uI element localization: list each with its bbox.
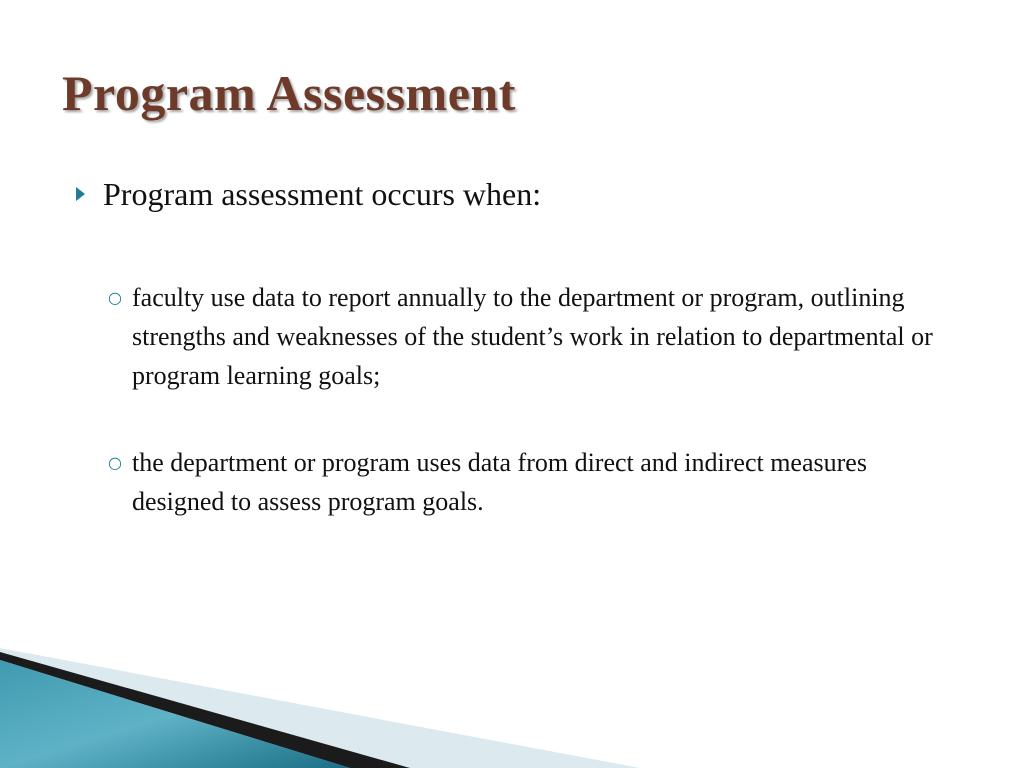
bullet-level2-text: the department or program uses data from direct and indirect measures designed to assess program goals.: [132, 448, 867, 516]
decorative-corner-graphic: [0, 638, 1024, 768]
slide-title: Program Assessment: [62, 65, 516, 121]
slide-body: [76, 172, 956, 521]
bullet-level1: [76, 172, 956, 216]
bullet-level2: [76, 278, 956, 395]
circle-bullet-icon: ○: [108, 453, 122, 472]
arrow-right-icon: [76, 187, 85, 201]
bullet-level2-text: faculty use data to report annually to the department or program, outlining strengths and weaknesses of the student’s work in relation to departmental or program learning goals;: [132, 283, 933, 390]
bullet-level1-text: Program assessment occurs when:: [103, 176, 542, 212]
bullet-level2: [76, 443, 956, 521]
circle-bullet-icon: ○: [108, 288, 122, 307]
